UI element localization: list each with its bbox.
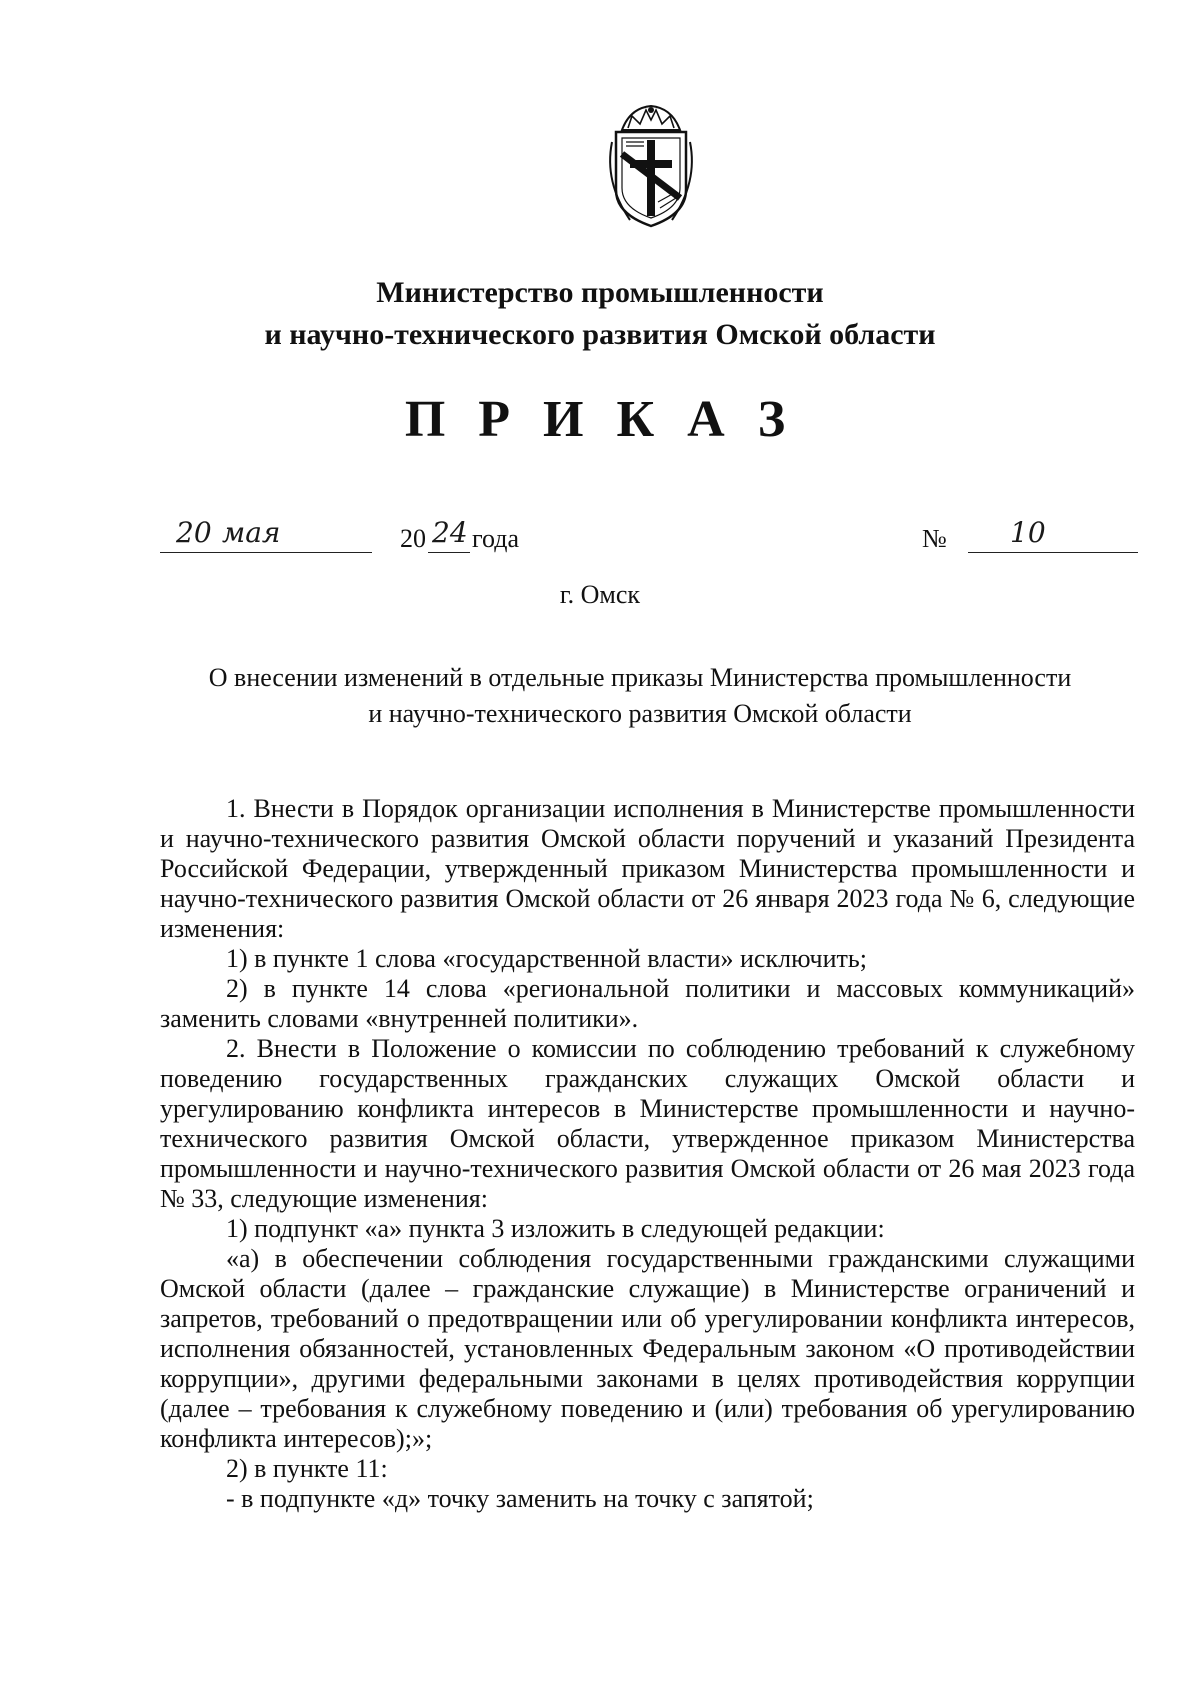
order-number — [922, 516, 1142, 560]
city: г. Омск — [559, 580, 641, 609]
number-sign: № — [922, 524, 947, 553]
date-year-handwritten: 24 — [432, 516, 468, 549]
subject-line-1: О внесении изменений в отдельные приказы Министерства промышленности — [208, 663, 1072, 692]
paragraph-1-item-2: 2) в пункте 14 слова «региональной политики и массовых коммуникаций» заменить словами «внутренней политики». — [160, 974, 1135, 1033]
paragraph-2: 2. Внести в Положение о комиссии по соблюдению требований к служебному поведению государственных гражданских служащих Омской области и урегулированию конфликта интересов в Министерстве промышленности и научно-технического развития Омской области, утвержденное приказом Министерства промышленности и научно-технического развития Омской области от 26 мая 2023 года № 33, следующие изменения: — [160, 1034, 1135, 1213]
paragraph-2-item-2: 2) в пункте 11: — [226, 1454, 388, 1483]
paragraph-2-item-1: 1) подпункт «а» пункта 3 изложить в следующей редакции: — [226, 1214, 885, 1243]
paragraph-2-item-1-text: «а) в обеспечении соблюдения государственными гражданскими служащими Омской области (далее – гражданские служащие) в Министерстве ограничений и запретов, требований о предотвращении или об урегулировании конфликта интересов, исполнения обязанностей, установленных Федеральным законом «О противодействии коррупции», другими федеральными законами в целях противодействия коррупции (далее – требования к служебному поведению и (или) требования об урегулированию конфликта интересов);»; — [160, 1244, 1135, 1453]
order-body — [160, 794, 1135, 1514]
date-day-handwritten: 20 — [176, 516, 212, 549]
paragraph-2-item-2-dash: - в подпункте «д» точку заменить на точку с запятой; — [226, 1484, 814, 1513]
ministry-line-1: Министерство промышленности — [376, 276, 824, 309]
date-year-suffix: года — [472, 524, 520, 553]
coat-of-arms-emblem — [600, 102, 702, 232]
date-year-prefix: 20 — [400, 524, 426, 553]
paragraph-1-item-1: 1) в пункте 1 слова «государственной власти» исключить; — [226, 944, 867, 973]
paragraph-1: 1. Внести в Порядок организации исполнения в Министерстве промышленности и научно-технического развития Омской области поручений и указаний Президента Российской Федерации, утвержденный приказом Министерства промышленности и научно-технического развития Омской области от 26 января 2023 года № 6, следующие изменения: — [160, 794, 1135, 943]
order-title: П Р И К А З — [404, 391, 796, 448]
order-date — [160, 516, 580, 560]
order-subject — [160, 660, 1120, 732]
date-month-handwritten: мая — [222, 516, 281, 549]
ministry-name — [0, 272, 1200, 356]
number-handwritten: 10 — [1010, 516, 1046, 549]
ministry-line-2: и научно-технического развития Омской области — [264, 318, 936, 351]
subject-line-2: и научно-технического развития Омской области — [368, 699, 912, 728]
